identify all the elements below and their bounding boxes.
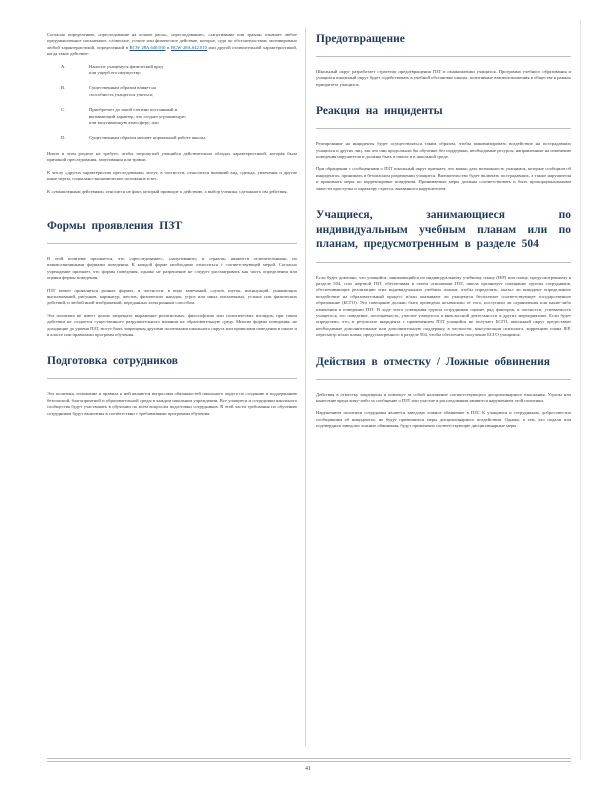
list-marker: A. bbox=[61, 63, 66, 69]
section-rule bbox=[316, 56, 571, 57]
section-rule bbox=[316, 262, 571, 263]
column-divider bbox=[305, 28, 306, 746]
section-heading-prevention: Предотвращение bbox=[316, 33, 405, 45]
definition-text: Согласно определению, «преследование на основе расы», «преследование», «запугивание или травля» означает любое предумышленное письменное, словесное, устное или физическое действие, которое, судя по обстоятельствам, мотивировано любой характеристикой, определенной в bbox=[47, 32, 297, 50]
section-heading-forms: Формы проявления ПЗТ bbox=[47, 219, 182, 232]
other-characteristics-paragraph: К числу «других характеристик преследования» могут, в частности, относиться внешний вид, одежда, увлечения и другие иные черты, социально-экономическое положение и вес. bbox=[47, 169, 297, 182]
list-marker: C. bbox=[61, 107, 66, 113]
response-paragraph-2: При обращении с сообщениями о ПЗТ школьный округ признает, что важно дать возможность учащимся, которые сообщили об инцидентах, принимать в безопасном разрешении учащиеся. Вмешательство будет включать пострадавших, а также нарушителя и принимать меры по корректировке поведения. Принимаемые меры должны соответствовать и быть пропорциональными тяжести проступка и характеру стресса, вызванного нарушителем. bbox=[316, 166, 571, 191]
section-rule bbox=[316, 379, 571, 380]
retaliation-paragraph-1: Действия в отместку запрещены и повлекут за собой наложение соответствующего дисциплинарного взыскания. Угрозы или нанесение вреда кому-либо за сообщение о ПЗТ или участие в расследовании являются нарушением этой политики. bbox=[316, 391, 571, 404]
rcw-link-2[interactable]: RCW 28A.642.010 bbox=[171, 44, 207, 50]
prevention-paragraph: Школьный округ разработает стратегии предотвращения ПЗТ в ознакомлении учащихся. Программа учебного образования и учащихся школьный округ будет содействовать в учебной обстановке школы, позитивные взаимоотношения в обществе в рамках приоритета учащихся. bbox=[316, 69, 571, 87]
retaliation-paragraph-2: Нарушением политики сотрудника является заведомо ложное обвинение в ПЗТ. К учащимся и сотрудникам, добросовестно сообщившим об инцидентах, не будут применяться меры дисциплинарного воздействия. Однако, к тем, кто подали или подтвердили заведомо ложные обвинения, будут применены соответствующие дисциплинарные меры. bbox=[316, 410, 571, 429]
list-item bbox=[47, 64, 297, 77]
footer-rule-secondary bbox=[47, 761, 571, 762]
section-heading-retaliation: Действия в отместку / Ложные обвинения bbox=[316, 355, 550, 368]
forms-paragraph-3: Эта политика не имеет целью запрещать выражение религиозных, философских или политических взглядов, при таком действии не создается существенного разрушительного влияния на образовательную среду. Многие формы поведения, не доходящие до уровня ПЗТ, могут быть запрещены другими политиками школьного округа или правилами поведения в школе и в классе или правилами программ обучения. bbox=[47, 312, 297, 337]
forms-paragraph-2: ПЗТ может проявляться разных формах, в частности, в виде замечаний, слухов, шуток, инсинуаций, унижающих высказываний, рисунков, карикатур, жестов, физических нападок, угроз или иных письменных, устных или физических действий, и любой иной изображений, переданных электронным способом. bbox=[47, 287, 297, 306]
footer-rule bbox=[47, 758, 571, 759]
forms-paragraph-1: В этой политике признается, что «преследование», «запугивание» и «травля» являются отличительными, но взаимосвязанными формами поведения. К каждой форме необходимо относиться с соответствующей мерой. Согласно учреждение признает, что формы поведения, однако не разрешение не следует рассматривать как часть определения или оценки формы поведения. bbox=[47, 255, 297, 281]
definition-paragraph bbox=[47, 32, 297, 58]
list-item-text: Существенным образом мешает нормальной работе школы. bbox=[89, 135, 207, 141]
intentional-acts-paragraph: К «умышленным действиям» относятся не факт, который приводит к действию, а выбор ученика, сделанного им действия. bbox=[47, 188, 288, 194]
section-rule bbox=[47, 243, 297, 244]
response-paragraph-1: Реагирование на инциденты будет осуществляться таким образом, чтобы минимизировать воздействие на пострадавших учащихся и других лиц, так что они продолжали бы обучение без поддержки, необходимые ресурсы, направленные на изменение поведения нарушителя и должны быть в школе и в школьной среде. bbox=[316, 141, 571, 160]
left-column bbox=[47, 32, 297, 423]
conjunction: и bbox=[167, 44, 170, 50]
list-marker: B. bbox=[61, 85, 66, 91]
list-item bbox=[47, 135, 297, 141]
list-item-text: Существенным образом влияет на способность учащегося учиться; bbox=[89, 85, 156, 97]
criteria-list bbox=[47, 64, 297, 142]
rcw-link-1[interactable]: RCW 28A.640.010 bbox=[129, 44, 166, 50]
characteristic-paragraph: Ничто в этом разделе не требует, чтобы затронутый учащийся действительно обладал характеристикой, которая была причиной преследования, запугивания или травли. bbox=[47, 150, 297, 163]
page-number: 41 bbox=[305, 766, 311, 772]
list-marker: D. bbox=[61, 135, 66, 141]
list-item-text: Приобретает до такой степени постоянный и вызывающий характер, что создает угрожающую или запугивающую атмосферу; или bbox=[89, 107, 186, 126]
definition-tail: или другой отличительной характеристикой, когда такое действие: bbox=[47, 44, 298, 57]
section-rule bbox=[316, 128, 571, 129]
right-margin-rule bbox=[580, 20, 581, 760]
section-heading-504: Учащиеся, занимающиеся по индивидуальным учебным планам или по планам, предусмотренным в разделе 504 bbox=[316, 209, 571, 251]
training-paragraph: Эта политика, изложение и правила к ней являются вопросами обязанностей школьного округа по созданию и поддержанию безопасной, благоприятной и образовательной среды в каждом школьном учреждении. Все учащиеся и сотрудники школьного сообщества будут участвовать в обучении по всем вопросам подготовки сотрудников. В этой части требования по обучению сотрудников будут включены в соответствии с требованиями программы обучения. bbox=[47, 391, 297, 416]
right-column bbox=[316, 32, 571, 436]
section-heading-response: Реакция на инциденты bbox=[316, 105, 443, 118]
section-rule bbox=[47, 378, 297, 379]
list-item-text: Наносит учащемуся физический вред или ущерб его имуществу; bbox=[89, 63, 163, 76]
list-item bbox=[47, 107, 297, 126]
plan-504-paragraph: Если будет доказано, что учащийся, занимающийся по индивидуальному учебному плану (IEP) или плану, предусмотренному в разделе 504, стал жертвой ПЗТ, обеспечивая в своем отношении ПЗТ, школа организует совещание группы сотрудников, обеспечивающих реализацию этих индивидуальных учебных планов, чтобы определить, оказал ли инцидент определенное воздействие на образовательный процесс и/или оказывают ли учащемуся бесплатное соответствующее государственное образование (БСГО). Это совещание должно быть проведено независимо от того, поступили ли ограничения или какие-либо изменения в поведении ПЗТ. В ходе этого совещания группа сотрудников оценит, ряд факторов, в частности, успеваемость учащегося, его поведение, посещаемость, участие учащегося в внеклассной деятельности и других мероприятиях. Если будет определено, что, в результате инцидента с применением ПЗТ учащийся не получает БСГО, школьный округ предоставит необходимые дополнительные или дополнительную поддержку, в частности, консультации психолога, коррекцию плана IEP, пересмотр и/или плана, предусмотренного в разделе 504, чтобы обеспечить получение БСГО учащимся. bbox=[316, 274, 571, 338]
section-heading-training: Подготовка сотрудников bbox=[47, 355, 178, 368]
list-item bbox=[47, 85, 297, 98]
